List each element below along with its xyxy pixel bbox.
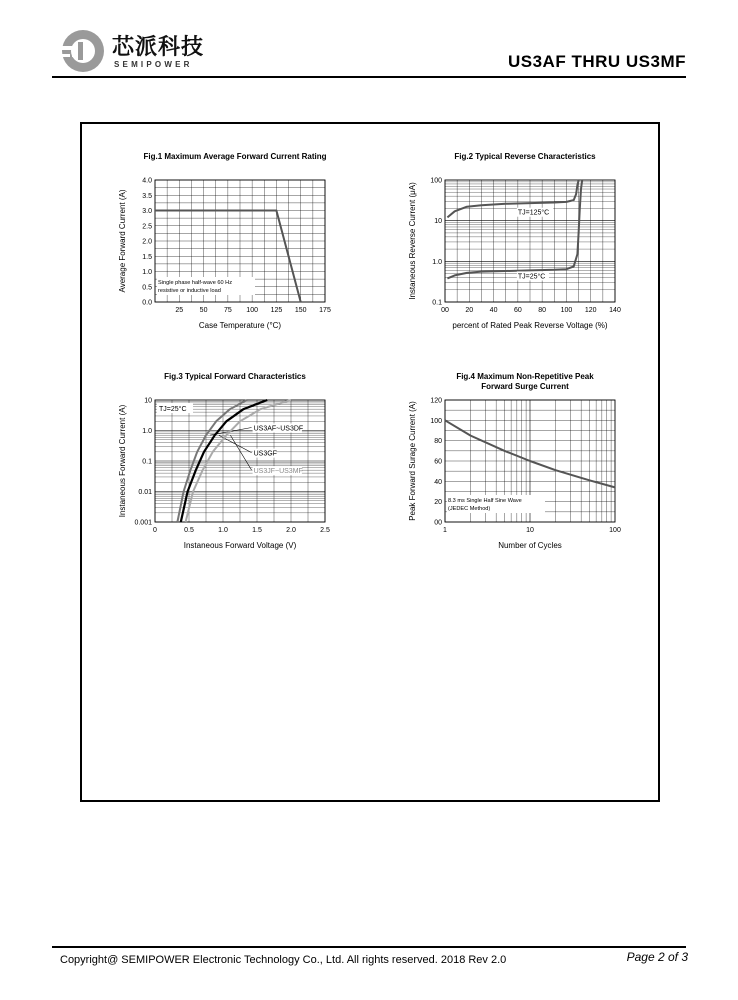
fig2-x-tick-label: 140 bbox=[609, 307, 621, 314]
fig1-y-tick-label: 3.0 bbox=[142, 208, 152, 215]
fig3-x-tick-label: 2.0 bbox=[286, 527, 296, 534]
semipower-logo-icon bbox=[60, 28, 106, 74]
fig4-x-tick-label: 1 bbox=[443, 527, 447, 534]
fig3-series-label: US3JF~US3MF bbox=[253, 468, 303, 476]
fig2-y-axis-label: Instaneous Reverse Current (μA) bbox=[408, 182, 417, 300]
copyright-text: Copyright@ SEMIPOWER Electronic Technology Co., Ltd. All rights reserved. 2018 Rev 2.0 bbox=[60, 954, 507, 966]
fig2-x-tick-label: 80 bbox=[538, 307, 547, 314]
fig2-series-line bbox=[447, 180, 582, 281]
page-number: Page 2 of 3 bbox=[626, 950, 688, 964]
fig1-x-axis-label: Case Temperature (°C) bbox=[198, 321, 282, 330]
fig2-y-tick-label: 1.0 bbox=[432, 258, 442, 266]
fig4-y-tick-label: 80 bbox=[434, 438, 442, 446]
fig2-x-tick-label: 60 bbox=[513, 307, 522, 314]
fig2-x-tick-label: 120 bbox=[584, 307, 597, 314]
fig1-y-tick-label: 4.0 bbox=[142, 177, 152, 185]
fig4-annotation: (JEDEC Method) bbox=[448, 506, 491, 512]
fig3-y-tick-label: 1.0 bbox=[142, 428, 152, 435]
fig1-y-tick-label: 3.5 bbox=[142, 192, 152, 200]
fig3-x-axis-label: Instaneous Forward Voltage (V) bbox=[183, 541, 297, 550]
fig3-y-tick-label: 0.001 bbox=[134, 519, 152, 527]
fig1-y-tick-label: 1.0 bbox=[142, 269, 152, 276]
fig1-y-tick-label: 0.5 bbox=[142, 284, 152, 292]
fig1-x-tick-label: 150 bbox=[294, 307, 307, 314]
fig2-series-label: TJ=25°C bbox=[517, 273, 546, 281]
fig2-grid bbox=[445, 180, 615, 302]
fig3-y-tick-label: 10 bbox=[144, 397, 152, 405]
fig2-x-axis-label: percent of Rated Peak Reverse Voltage (%) bbox=[452, 321, 608, 330]
fig4-y-tick-label: 40 bbox=[434, 478, 442, 486]
fig3-annotation: TJ=25°C bbox=[159, 406, 187, 413]
fig3-title: Fig.3 Typical Forward Characteristics bbox=[164, 372, 306, 381]
fig1-chart bbox=[110, 165, 350, 340]
fig4-x-axis-label: Number of Cycles bbox=[498, 541, 562, 550]
fig1-y-axis-label: Average Forward Current (A) bbox=[118, 189, 127, 293]
fig1-y-tick-label: 2.5 bbox=[142, 223, 152, 231]
fig3-chart bbox=[110, 385, 350, 560]
fig1-annotation: resistive or inductive load bbox=[158, 288, 221, 294]
fig1-y-tick-label: 2.0 bbox=[142, 238, 152, 246]
fig2-series-line bbox=[447, 180, 578, 217]
fig1-title: Fig.1 Maximum Average Forward Current Rating bbox=[143, 152, 327, 161]
fig1-x-tick-label: 75 bbox=[223, 307, 232, 314]
fig4-x-tick-label: 10 bbox=[526, 527, 534, 534]
company-logo bbox=[60, 28, 210, 74]
document-title: US3AF THRU US3MF bbox=[507, 52, 686, 71]
fig1-x-tick-label: 25 bbox=[175, 307, 184, 314]
fig2-title: Fig.2 Typical Reverse Characteristics bbox=[454, 152, 596, 161]
header-divider bbox=[52, 76, 686, 78]
fig1-x-tick-label: 125 bbox=[270, 307, 283, 314]
fig2-x-tick-label: 20 bbox=[465, 307, 474, 314]
fig2-x-tick-label: 100 bbox=[560, 307, 573, 314]
fig3-x-tick-label: 2.5 bbox=[320, 527, 330, 534]
fig2-x-tick-label: 00 bbox=[441, 307, 449, 314]
fig2-chart bbox=[400, 165, 640, 340]
fig4-y-tick-label: 60 bbox=[434, 458, 442, 466]
footer-divider bbox=[52, 946, 686, 948]
fig3-x-tick-label: 1.0 bbox=[218, 527, 228, 534]
fig4-y-axis-label: Peak Forward Surage Current (A) bbox=[408, 401, 417, 521]
fig3-series-label: US3GF bbox=[253, 450, 277, 458]
fig1-y-tick-label: 1.5 bbox=[142, 253, 152, 261]
fig3-y-tick-label: 0.01 bbox=[138, 489, 152, 496]
fig4-annotation: 8.3 ms Single Half Sine Wave bbox=[448, 498, 522, 504]
fig2-y-tick-label: 100 bbox=[430, 177, 442, 185]
fig3-x-tick-label: 0.5 bbox=[184, 527, 194, 534]
fig4-y-tick-label: 120 bbox=[430, 397, 442, 405]
fig1-y-tick-label: 0.0 bbox=[142, 299, 152, 307]
fig4-y-tick-label: 00 bbox=[434, 519, 442, 527]
fig1-x-tick-label: 100 bbox=[246, 307, 258, 314]
fig3-y-axis-label: Instaneous Forward Current (A) bbox=[118, 404, 127, 518]
fig2-y-tick-label: 10 bbox=[434, 218, 442, 226]
fig1-x-tick-label: 175 bbox=[319, 307, 331, 314]
fig4-y-tick-label: 20 bbox=[434, 499, 442, 507]
fig3-label-leader bbox=[230, 435, 251, 470]
fig3-y-tick-label: 0.1 bbox=[142, 458, 152, 466]
fig2-series-label: TJ=125°C bbox=[517, 209, 550, 217]
fig3-series-label: US3AF~US3DF bbox=[253, 425, 304, 433]
fig2-y-tick-label: 0.1 bbox=[432, 299, 442, 307]
fig2-x-tick-label: 40 bbox=[489, 307, 498, 314]
fig4-chart bbox=[400, 385, 640, 560]
fig1-x-tick-label: 50 bbox=[199, 307, 208, 314]
fig4-x-tick-label: 100 bbox=[609, 527, 621, 534]
logo-english-text: SEMIPOWER bbox=[114, 60, 193, 69]
fig3-x-tick-label: 1.5 bbox=[252, 527, 262, 534]
fig1-annotation: Single phase half-wave 60 Hz bbox=[158, 280, 233, 286]
fig3-x-tick-label: 0 bbox=[153, 527, 157, 534]
fig4-y-tick-label: 100 bbox=[430, 417, 442, 425]
fig4-title: Fig.4 Maximum Non-Repetitive Peak Forward Surge Current bbox=[456, 372, 594, 391]
logo-chinese-text: 芯派科技 bbox=[112, 35, 205, 60]
